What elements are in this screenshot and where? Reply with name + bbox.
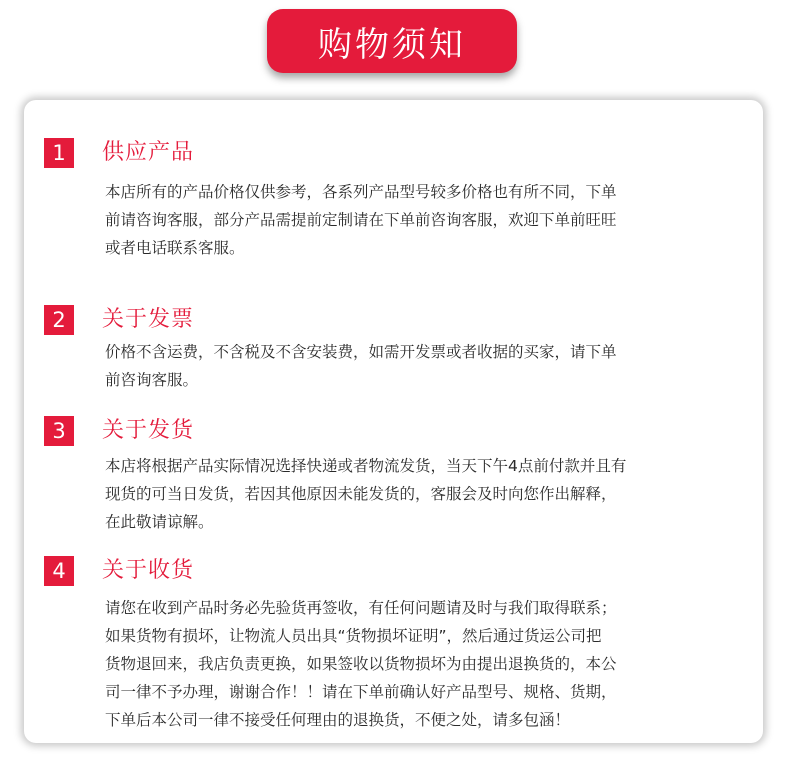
notice-card <box>24 100 763 743</box>
section-body <box>105 594 745 734</box>
body-line: 前咨询客服。 <box>105 371 199 389</box>
section-number: 1 <box>44 138 74 168</box>
body-line: 在此敬请谅解。 <box>105 513 214 531</box>
body-line: 本店所有的产品价格仅供参考，各系列产品型号较多价格也有所不同，下单 <box>105 183 617 201</box>
section-number: 3 <box>44 416 74 446</box>
section-number: 4 <box>44 556 74 586</box>
title-banner <box>267 9 517 73</box>
page-title: 购物须知 <box>318 24 466 65</box>
section-heading: 关于发票 <box>102 307 195 332</box>
section-heading: 关于发货 <box>102 418 195 443</box>
body-line: 请您在收到产品时务必先验货再签收，有任何问题请及时与我们取得联系； <box>105 599 617 617</box>
body-line: 价格不含运费，不含税及不含安装费，如需开发票或者收据的买家，请下单 <box>105 343 617 361</box>
section-heading: 供应产品 <box>102 140 195 165</box>
body-line: 下单后本公司一律不接受任何理由的退换货，不便之处，请多包涵！ <box>105 711 571 729</box>
section-heading: 关于收货 <box>102 558 195 583</box>
body-line: 或者电话联系客服。 <box>105 239 245 257</box>
body-line: 货物退回来，我店负责更换，如果签收以货物损坏为由提出退换货的，本公 <box>105 655 617 673</box>
body-line: 本店将根据产品实际情况选择快递或者物流发货，当天下午4点前付款并且有 <box>105 457 627 475</box>
body-line: 前请咨询客服，部分产品需提前定制请在下单前咨询客服，欢迎下单前旺旺 <box>105 211 617 229</box>
section-number: 2 <box>44 305 74 335</box>
body-line: 司一律不予办理，谢谢合作！！请在下单前确认好产品型号、规格、货期， <box>105 683 617 701</box>
section-body <box>105 178 745 262</box>
section-body <box>105 452 745 536</box>
section-body <box>105 338 745 394</box>
body-line: 如果货物有损坏，让物流人员出具“货物损坏证明”，然后通过货运公司把 <box>105 627 602 645</box>
body-line: 现货的可当日发货，若因其他原因未能发货的，客服会及时向您作出解释， <box>105 485 617 503</box>
